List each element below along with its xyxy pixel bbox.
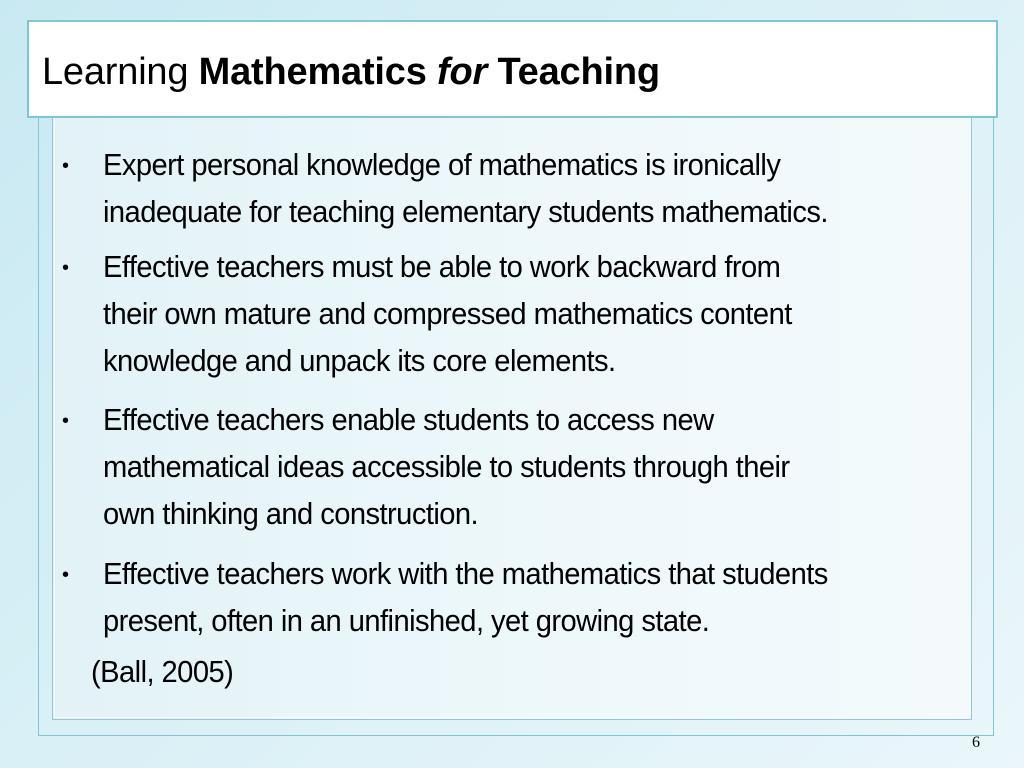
citation: (Ball, 2005)	[91, 654, 234, 689]
bullet-text-4	[103, 550, 911, 644]
title-text-learning: Learning	[42, 51, 199, 93]
bullet-line: present, often in an unfinished, yet growing state.	[103, 603, 710, 638]
bullet-marker: •	[62, 410, 70, 432]
content-area	[52, 112, 972, 720]
bullet-line: Effective teachers must be able to work backward from	[103, 249, 781, 284]
bullet-line: Effective teachers enable students to access new	[103, 402, 714, 437]
bullet-line: Expert personal knowledge of mathematics is ironically	[103, 147, 781, 182]
page-title	[42, 50, 660, 94]
bullet-marker: •	[62, 155, 70, 177]
bullet-line: own thinking and construction.	[103, 496, 479, 531]
bullet-line: inadequate for teaching elementary students mathematics.	[103, 194, 828, 229]
bullet-text-2	[103, 243, 911, 384]
bullet-line: knowledge and unpack its core elements.	[103, 343, 616, 378]
bullet-line: mathematical ideas accessible to students through their	[103, 449, 790, 484]
title-text-teaching: Teaching	[487, 51, 660, 93]
bullet-text-3	[103, 396, 911, 537]
bullet-line: Effective teachers work with the mathematics that students	[103, 556, 828, 591]
title-text-mathematics: Mathematics	[198, 51, 438, 93]
bullet-marker: •	[62, 257, 70, 279]
bullet-text-1	[103, 141, 911, 235]
bullet-line: their own mature and compressed mathematics content	[103, 296, 792, 331]
title-box	[27, 20, 998, 118]
page-number: 6	[972, 734, 980, 751]
bullet-marker: •	[62, 564, 70, 586]
title-text-for: for	[437, 51, 488, 93]
